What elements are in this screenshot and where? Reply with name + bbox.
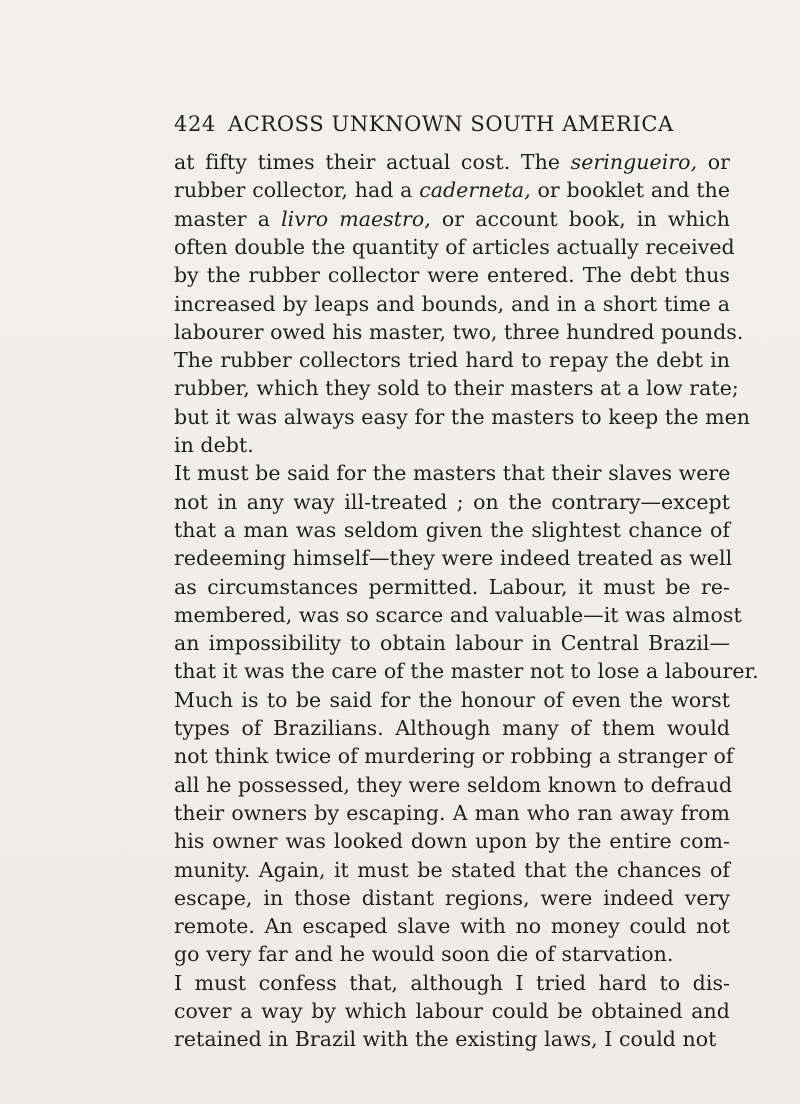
- text-span: but it was always easy for the masters to keep the men: [174, 404, 751, 429]
- text-span: or: [697, 150, 730, 174]
- text-line: [174, 742, 734, 770]
- text-span: The rubber collectors tried hard to repay the debt in: [174, 348, 730, 373]
- text-line: [174, 912, 730, 940]
- text-line: [174, 856, 730, 884]
- text-span: or account book, in which: [430, 206, 730, 231]
- text-line: [174, 403, 751, 431]
- text-span: his owner was looked down upon by the entire com-: [174, 829, 730, 854]
- text-span: It must be said for the masters that their slaves were: [174, 461, 731, 486]
- text-line: [174, 799, 730, 827]
- text-line: [174, 686, 730, 714]
- text-span: escape, in those distant regions, were indeed very: [174, 885, 730, 910]
- text-line: [174, 714, 730, 742]
- text-line: [174, 1025, 730, 1053]
- text-line: [174, 601, 742, 629]
- text-line: [174, 318, 744, 346]
- text-span: as circumstances permitted. Labour, it must be re-: [174, 574, 730, 599]
- text-line: [174, 205, 730, 233]
- text-line: [174, 771, 733, 799]
- text-span: redeeming himself—they were indeed treated as well: [174, 546, 733, 571]
- text-line: [174, 544, 733, 572]
- text-line: [174, 573, 730, 601]
- text-line: [174, 884, 730, 912]
- text-line: [174, 431, 730, 459]
- text-line: [174, 290, 730, 318]
- text-line: [174, 176, 730, 204]
- text-line: [174, 940, 730, 968]
- text-line: [174, 148, 730, 176]
- text-line: [174, 233, 735, 261]
- page-number: 424: [174, 112, 216, 136]
- text-span: rubber collector, had a: [174, 178, 420, 203]
- text-line: [174, 997, 730, 1025]
- text-span: their owners by escaping. A man who ran away from: [174, 800, 730, 825]
- text-line: [174, 459, 730, 487]
- text-span: often double the quantity of articles actually received: [174, 234, 735, 259]
- italic-term: seringueiro,: [570, 150, 698, 174]
- text-span: that a man was seldom given the slightest chance of: [174, 517, 730, 542]
- text-line: [174, 346, 730, 374]
- text-span: increased by leaps and bounds, and in a short time a: [174, 291, 730, 316]
- text-span: at fifty times their actual cost. The: [174, 150, 571, 174]
- text-span: not think twice of murdering or robbing a stranger of: [174, 744, 734, 769]
- page-header: [174, 112, 730, 142]
- text-span: an impossibility to obtain labour in Central Brazil—: [174, 631, 730, 656]
- text-line: [174, 261, 730, 289]
- text-span: or booklet and the: [530, 178, 730, 203]
- text-span: membered, was so scarce and valuable—it was almost: [174, 602, 742, 627]
- text-span: rubber, which they sold to their masters at a low rate;: [174, 376, 739, 401]
- text-span: in debt.: [174, 433, 254, 457]
- text-span: not in any way ill-treated ; on the contrary—except: [174, 489, 730, 514]
- text-span: by the rubber collector were entered. The debt thus: [174, 263, 730, 288]
- text-span: all he possessed, they were seldom known to defraud: [174, 772, 733, 797]
- text-span: go very far and he would soon die of starvation.: [174, 942, 674, 967]
- text-span: remote. An escaped slave with no money could not: [174, 914, 730, 939]
- text-span: that it was the care of the master not to lose a labourer.: [174, 659, 759, 684]
- text-span: retained in Brazil with the existing laws, I could not: [174, 1027, 717, 1052]
- italic-term: caderneta,: [419, 178, 531, 203]
- text-line: [174, 488, 730, 516]
- text-line: [174, 657, 759, 685]
- text-span: cover a way by which labour could be obtained and: [174, 999, 730, 1023]
- text-span: types of Brazilians. Although many of them would: [174, 716, 730, 740]
- text-span: Much is to be said for the honour of even the worst: [174, 687, 730, 712]
- running-title: ACROSS UNKNOWN SOUTH AMERICA: [228, 112, 674, 136]
- italic-term: livro maestro,: [281, 206, 431, 231]
- text-span: I must confess that, although I tried hard to dis-: [174, 970, 730, 995]
- text-line: [174, 374, 739, 402]
- text-line: [174, 516, 730, 544]
- text-span: labourer owed his master, two, three hundred pounds.: [174, 319, 744, 344]
- text-span: master a: [174, 206, 282, 231]
- text-span: munity. Again, it must be stated that the chances of: [174, 857, 730, 882]
- text-line: [174, 629, 730, 657]
- text-line: [174, 969, 730, 997]
- text-line: [174, 827, 730, 855]
